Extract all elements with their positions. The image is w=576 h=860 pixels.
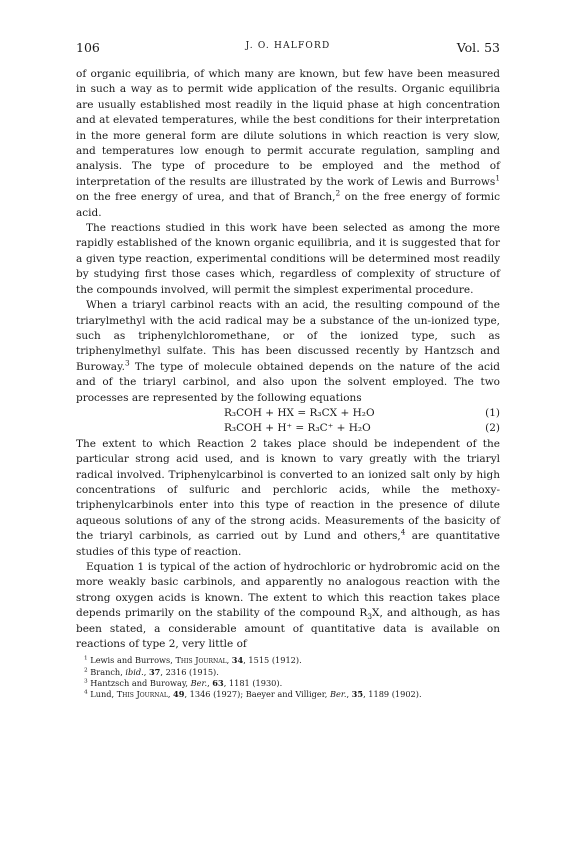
footnote-ref: 3 <box>124 358 130 368</box>
running-header <box>76 40 500 56</box>
page-number: 106 <box>76 40 100 55</box>
paragraph: The reactions studied in this work have been selected as among the more rapidly established of the known organic equilibria, and it is suggested that for a given type reaction, experimental conditions will be determined most readily by studying first those cases which, regardless of complexity of structure of the compounds involved, will permit the simplest experimental procedure. <box>76 222 500 296</box>
footnote: $^2$ Branch, ibid., 37, 2316 (1915). <box>84 666 219 677</box>
paragraph: Equation 1 is typical of the action of hydrochloric or hydrobromic acid on the more weakly basic carbinols, and apparently no analogous reaction with the strong oxygen acids is known. The extent to which this reaction takes place depends primarily on the stability of the compound $R_3X$, and although, as has been stated, a considerable amount of quantitative data is available on reactions of type 2, very little of <box>76 560 500 650</box>
equation-number: (2) <box>485 422 500 435</box>
paragraph: of organic equilibria, of which many are known, but few have been measured in such a way as to permit wide application of the results. Organic equilibria are usually established most readily in the liquid phase at high concentration and at elevated temperatures, while the best conditions for their interpretation in the more general form are dilute solutions in which reaction is very slow, and temperatures low enough to permit accurate regulation, sampling and analysis. The type of procedure to be employed and the method of interpretation of the results are illustrated by the work of Lewis and Burrows$^1$ on the free energy of urea, and that of Branch,$^2$ on the free energy of formic acid. <box>76 68 501 219</box>
footnote: $^4$ Lund, This Journal, 49, 1346 (1927); Baeyer and Villiger, Ber., 35, 1189 (1902). <box>84 689 422 700</box>
running-author: J. O. HALFORD <box>245 41 331 51</box>
article-body <box>76 67 500 652</box>
equation-number: (1) <box>485 406 500 419</box>
paragraph: The extent to which Reaction 2 takes place should be independent of the particular strong acid used, and is known to vary greatly with the triaryl radical involved. Triphenylcarbinol is converted to an ionized salt only by high concentrations of sulfuric and perchloric acids, while the methoxy-triphenylcarbinols enter into this type of reaction in the presence of dilute aqueous solutions of any of the strong acids. Measurements of the basicity of the triaryl carbinols, as carried out by Lund and others,$^4$ are quantitative studies of this type of reaction. <box>76 437 500 558</box>
footnote-ref: 2 <box>335 188 341 198</box>
equation <box>76 421 500 436</box>
journal-page <box>76 40 500 700</box>
equation-block <box>76 406 500 437</box>
footnote-ref: 1 <box>495 173 500 183</box>
equation <box>76 406 500 421</box>
footnote: $^1$ Lewis and Burrows, This Journal, 34, 1515 (1912). <box>84 655 302 666</box>
footnote: $^3$ Hantzsch and Buroway, Ber., 63, 1181 (1930). <box>84 677 283 688</box>
footnote-ref: 4 <box>400 527 406 537</box>
volume-label: Vol. 53 <box>456 40 500 55</box>
paragraph: When a triaryl carbinol reacts with an acid, the resulting compound of the triarylmethyl with the acid radical may be a substance of the un-ionized type, such as triphenylchloromethane, or of the ionized type, such as triphenylmethyl sulfate. This has been discussed recently by Hantzsch and Buroway.$^3$ The type of molecule obtained depends on the nature of the acid and of the triaryl carbinol, and also upon the solvent employed. The two processes are represented by the following equations <box>76 299 500 404</box>
equation-expression: R₃COH + H⁺ = R₃C⁺ + H₂O <box>224 422 371 435</box>
equation-expression: R₃COH + HX = R₃CX + H₂O <box>224 406 375 419</box>
footnotes <box>76 655 500 700</box>
